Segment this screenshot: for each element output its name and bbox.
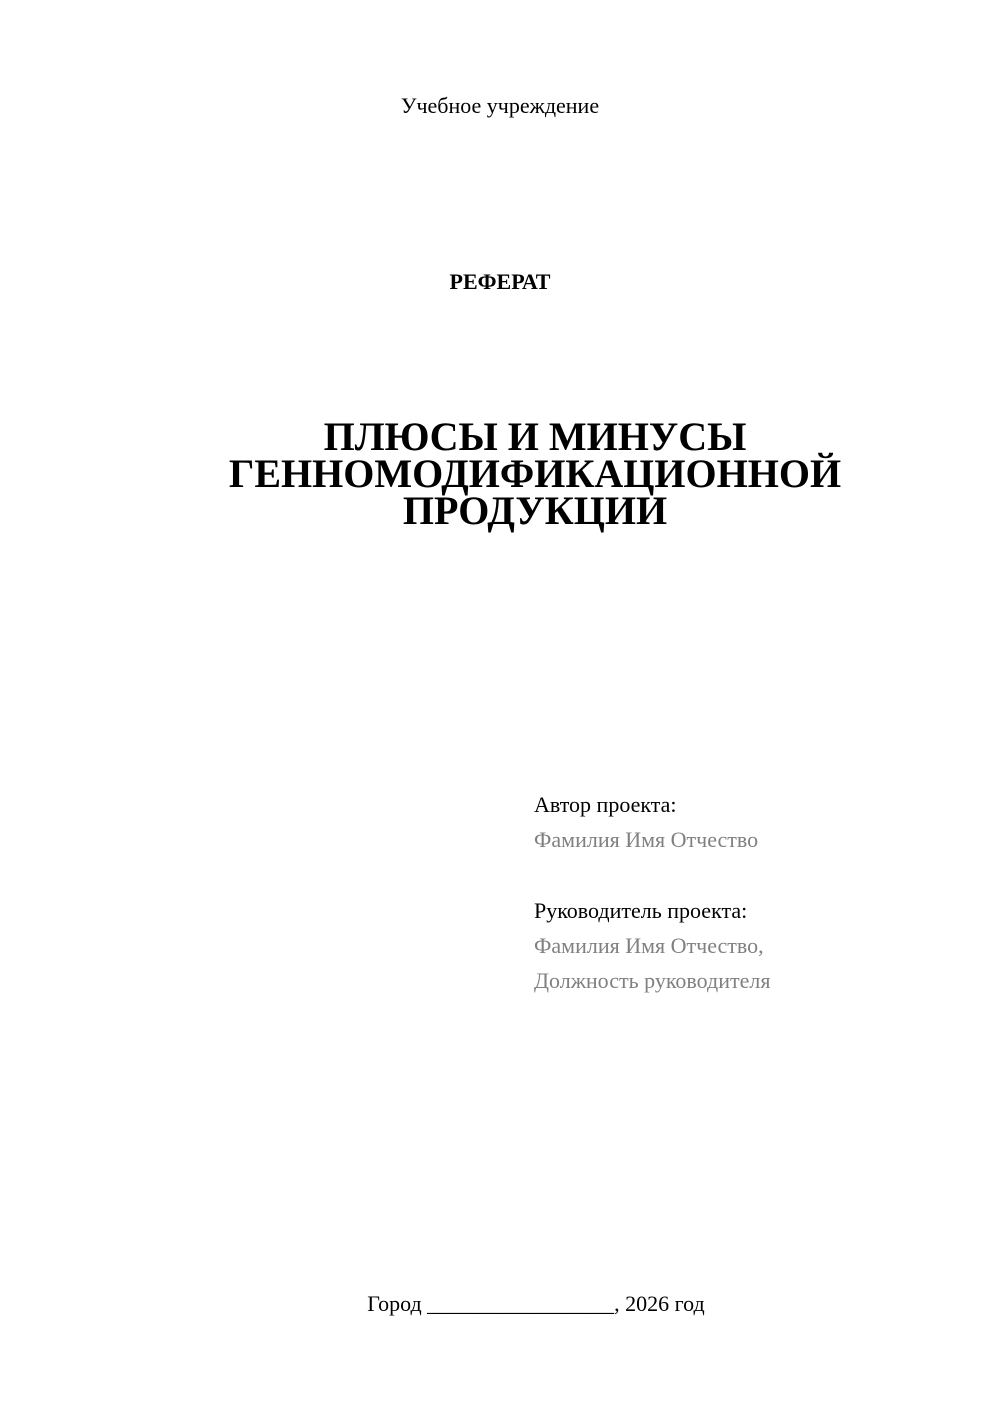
author-name: Фамилия Имя Отчество: [534, 827, 759, 852]
city-label: Город: [367, 1291, 422, 1316]
author-block: [534, 787, 974, 857]
year-text: , 2026 год: [614, 1291, 705, 1316]
supervisor-position: Должность руководителя: [534, 968, 771, 993]
document-type: РЕФЕРАТ: [449, 269, 551, 294]
city-blank: _________________: [427, 1291, 615, 1316]
supervisor-name: Фамилия Имя Отчество,: [534, 933, 764, 958]
document-title: [0, 414, 1000, 533]
institution-name: Учебное учреждение: [400, 93, 600, 118]
credits-block: [534, 787, 974, 998]
title-line: ГЕННОМОДИФИКАЦИОННОЙ: [228, 451, 842, 496]
author-label: Автор проекта:: [534, 792, 677, 817]
title-line: ПЛЮСЫ И МИНУСЫ: [323, 414, 747, 459]
footer-city-year: [0, 1289, 1000, 1319]
title-line: ПРОДУКЦИИ: [402, 488, 668, 533]
supervisor-label: Руководитель проекта:: [534, 898, 748, 923]
supervisor-block: [534, 893, 974, 998]
